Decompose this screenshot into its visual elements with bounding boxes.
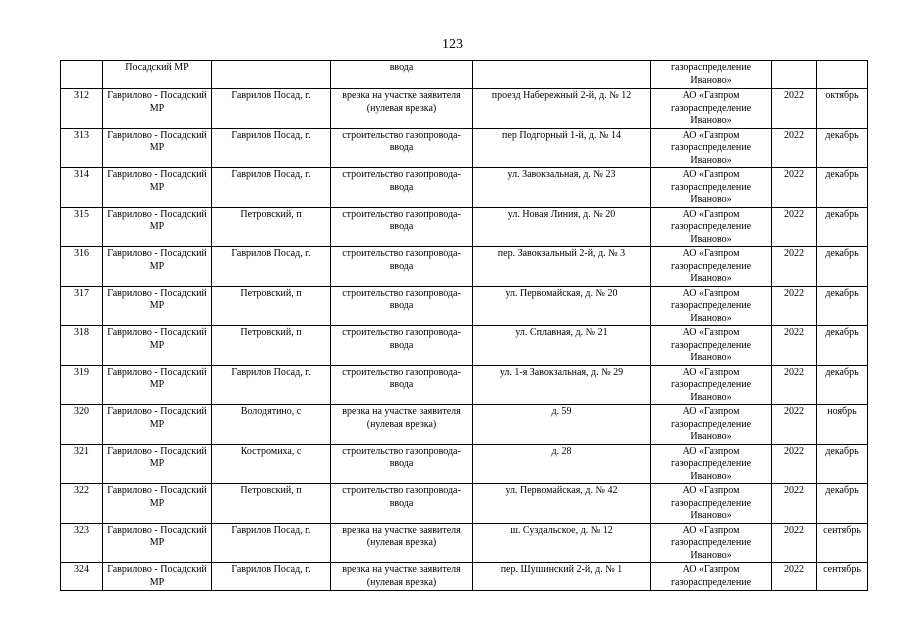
cell-year: 2022 [772, 207, 817, 247]
cell-month: декабрь [817, 247, 868, 287]
cell-work: строительство газопровода-ввода [331, 207, 473, 247]
table-row [61, 168, 868, 208]
cell-locality: Петровский, п [212, 207, 331, 247]
cell-month: декабрь [817, 128, 868, 168]
cell-month: декабрь [817, 326, 868, 366]
cell-number: 313 [61, 128, 103, 168]
cell-org: АО «Газпром газораспределение Иваново» [651, 168, 772, 208]
cell-year: 2022 [772, 326, 817, 366]
cell-work: врезка на участке заявителя (нулевая врезка) [331, 523, 473, 563]
cell-org: АО «Газпром газораспределение Иваново» [651, 286, 772, 326]
cell-org: АО «Газпром газораспределение Иваново» [651, 128, 772, 168]
cell-work: строительство газопровода-ввода [331, 365, 473, 405]
cell-district: Гаврилово - Посадский МР [103, 286, 212, 326]
cell-district: Гаврилово - Посадский МР [103, 563, 212, 591]
cell-district: Гаврилово - Посадский МР [103, 365, 212, 405]
cell-number: 322 [61, 484, 103, 524]
page-number: 123 [442, 37, 463, 52]
cell-number: 314 [61, 168, 103, 208]
cell-district: Гаврилово - Посадский МР [103, 405, 212, 445]
table-row [61, 247, 868, 287]
cell-work: врезка на участке заявителя (нулевая врезка) [331, 563, 473, 591]
cell-district: Гаврилово - Посадский МР [103, 168, 212, 208]
cell-address [473, 61, 651, 89]
cell-district: Гаврилово - Посадский МР [103, 207, 212, 247]
cell-address: пер Подгорный 1-й, д. № 14 [473, 128, 651, 168]
cell-locality: Володятино, с [212, 405, 331, 445]
cell-district: Гаврилово - Посадский МР [103, 326, 212, 366]
cell-org: АО «Газпром газораспределение Иваново» [651, 89, 772, 129]
cell-month: декабрь [817, 365, 868, 405]
table-row [61, 365, 868, 405]
cell-district: Посадский МР [103, 61, 212, 89]
cell-district: Гаврилово - Посадский МР [103, 444, 212, 484]
cell-locality [212, 61, 331, 89]
cell-org: АО «Газпром газораспределение Иваново» [651, 365, 772, 405]
cell-month: декабрь [817, 484, 868, 524]
table-row [61, 405, 868, 445]
cell-month: октябрь [817, 89, 868, 129]
cell-month: сентябрь [817, 563, 868, 591]
cell-work: врезка на участке заявителя (нулевая врезка) [331, 405, 473, 445]
cell-locality: Петровский, п [212, 484, 331, 524]
table-row [61, 444, 868, 484]
cell-org: газораспределение Иваново» [651, 61, 772, 89]
cell-year: 2022 [772, 247, 817, 287]
gasification-table [60, 60, 868, 591]
cell-district: Гаврилово - Посадский МР [103, 128, 212, 168]
cell-work: строительство газопровода-ввода [331, 128, 473, 168]
cell-locality: Гаврилов Посад, г. [212, 247, 331, 287]
cell-year [772, 61, 817, 89]
cell-month: декабрь [817, 444, 868, 484]
cell-locality: Гаврилов Посад, г. [212, 563, 331, 591]
cell-year: 2022 [772, 286, 817, 326]
cell-district: Гаврилово - Посадский МР [103, 484, 212, 524]
cell-work: ввода [331, 61, 473, 89]
cell-number: 317 [61, 286, 103, 326]
cell-year: 2022 [772, 89, 817, 129]
cell-address: д. 28 [473, 444, 651, 484]
cell-number: 324 [61, 563, 103, 591]
cell-work: врезка на участке заявителя (нулевая врезка) [331, 89, 473, 129]
cell-locality: Гаврилов Посад, г. [212, 89, 331, 129]
cell-address: ул. Первомайская, д. № 20 [473, 286, 651, 326]
table-row [61, 89, 868, 129]
table-row [61, 286, 868, 326]
cell-address: ул. 1-я Завокзальная, д. № 29 [473, 365, 651, 405]
cell-number: 319 [61, 365, 103, 405]
cell-number: 320 [61, 405, 103, 445]
cell-address: пер. Завокзальный 2-й, д. № 3 [473, 247, 651, 287]
cell-month: декабрь [817, 168, 868, 208]
table-row [61, 563, 868, 591]
table-row [61, 128, 868, 168]
cell-number: 323 [61, 523, 103, 563]
cell-org: АО «Газпром газораспределение [651, 563, 772, 591]
table-row [61, 207, 868, 247]
cell-address: ул. Новая Линия, д. № 20 [473, 207, 651, 247]
cell-number: 318 [61, 326, 103, 366]
cell-number [61, 61, 103, 89]
cell-address: ул. Завокзальная, д. № 23 [473, 168, 651, 208]
cell-district: Гаврилово - Посадский МР [103, 89, 212, 129]
cell-number: 312 [61, 89, 103, 129]
cell-org: АО «Газпром газораспределение Иваново» [651, 247, 772, 287]
cell-locality: Костромиха, с [212, 444, 331, 484]
cell-locality: Гаврилов Посад, г. [212, 523, 331, 563]
cell-year: 2022 [772, 484, 817, 524]
cell-org: АО «Газпром газораспределение Иваново» [651, 405, 772, 445]
cell-locality: Петровский, п [212, 286, 331, 326]
cell-work: строительство газопровода-ввода [331, 286, 473, 326]
cell-address: ул. Сплавная, д. № 21 [473, 326, 651, 366]
cell-year: 2022 [772, 128, 817, 168]
cell-org: АО «Газпром газораспределение Иваново» [651, 326, 772, 366]
cell-org: АО «Газпром газораспределение Иваново» [651, 523, 772, 563]
cell-month: ноябрь [817, 405, 868, 445]
table-row [61, 523, 868, 563]
cell-org: АО «Газпром газораспределение Иваново» [651, 484, 772, 524]
table-row [61, 484, 868, 524]
cell-locality: Гаврилов Посад, г. [212, 365, 331, 405]
cell-month: сентябрь [817, 523, 868, 563]
cell-work: строительство газопровода-ввода [331, 247, 473, 287]
cell-year: 2022 [772, 523, 817, 563]
cell-locality: Гаврилов Посад, г. [212, 168, 331, 208]
cell-district: Гаврилово - Посадский МР [103, 247, 212, 287]
table-row [61, 326, 868, 366]
cell-year: 2022 [772, 365, 817, 405]
cell-work: строительство газопровода-ввода [331, 326, 473, 366]
cell-month: декабрь [817, 207, 868, 247]
cell-year: 2022 [772, 168, 817, 208]
cell-address: пер. Шушинский 2-й, д. № 1 [473, 563, 651, 591]
cell-org: АО «Газпром газораспределение Иваново» [651, 207, 772, 247]
cell-address: д. 59 [473, 405, 651, 445]
cell-locality: Гаврилов Посад, г. [212, 128, 331, 168]
cell-number: 321 [61, 444, 103, 484]
cell-year: 2022 [772, 444, 817, 484]
cell-work: строительство газопровода-ввода [331, 168, 473, 208]
cell-year: 2022 [772, 405, 817, 445]
cell-work: строительство газопровода-ввода [331, 444, 473, 484]
cell-address: проезд Набережный 2-й, д. № 12 [473, 89, 651, 129]
cell-org: АО «Газпром газораспределение Иваново» [651, 444, 772, 484]
cell-address: ш. Суздальское, д. № 12 [473, 523, 651, 563]
cell-district: Гаврилово - Посадский МР [103, 523, 212, 563]
cell-number: 316 [61, 247, 103, 287]
cell-month [817, 61, 868, 89]
cell-address: ул. Первомайская, д. № 42 [473, 484, 651, 524]
continuation-row [61, 61, 868, 89]
cell-year: 2022 [772, 563, 817, 591]
cell-work: строительство газопровода-ввода [331, 484, 473, 524]
cell-number: 315 [61, 207, 103, 247]
cell-month: декабрь [817, 286, 868, 326]
cell-locality: Петровский, п [212, 326, 331, 366]
